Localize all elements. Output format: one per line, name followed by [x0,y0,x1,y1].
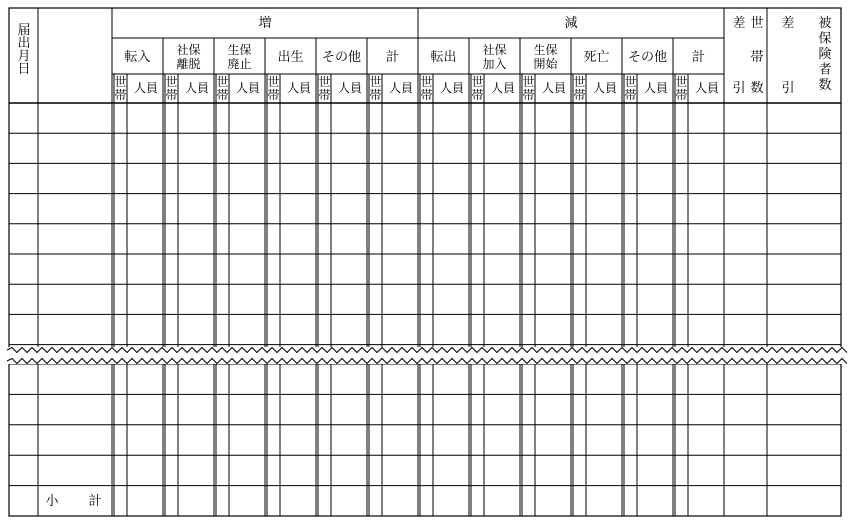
header-label: 世 [114,75,127,89]
header-label: 離脱 [176,57,201,71]
header-label: 生保 [227,43,252,57]
header-label: 計 [88,494,102,509]
header-label: 増 [258,16,272,31]
header-label: 差 [732,16,746,31]
header-label: 世 [216,75,229,89]
header-label: 世 [750,16,764,31]
header-label: 転出 [430,50,457,65]
header-label: 世 [471,75,484,89]
header-label: 険 [818,47,832,62]
header-label: 計 [691,50,706,65]
header-label: 人員 [235,81,261,95]
header-label: 差 [781,16,795,31]
header-label: 帯 [369,88,382,102]
header-label: 帯 [420,88,433,102]
header-label: 帯 [522,88,535,102]
header-label: 世 [522,75,535,89]
header-label: 帯 [216,88,229,102]
header-label: 社保 [482,43,507,57]
header-label: 人員 [643,81,669,95]
header-label: その他 [627,50,668,65]
header-label: 人員 [490,81,516,95]
header-label: 数 [818,78,832,93]
header-label: 生保 [533,43,558,57]
header-label: 人員 [388,81,414,95]
header-label: 世 [369,75,382,89]
header-label: 廃止 [227,57,252,71]
header-label: 人員 [439,81,465,95]
header-label: 日 [17,62,31,77]
header-label: 被 [818,16,832,31]
header-label: 転入 [124,50,151,65]
header-label: 世 [420,75,433,89]
header-label: 加入 [482,57,507,71]
header-label: 保 [818,31,832,47]
header-label: 人員 [133,81,159,95]
header-label: 月 [17,49,31,64]
header-label: 帯 [675,88,688,102]
header-label: 人員 [592,81,618,95]
header-label: その他 [321,50,362,65]
header-label: 世 [318,75,331,89]
header-label: 世 [573,75,586,89]
header-label: 世 [267,75,280,89]
header-label: 世 [675,75,688,89]
header-label: 引 [781,81,795,96]
header-label: 帯 [471,88,484,102]
header-label: 届 [17,23,31,38]
header-label: 開始 [533,57,558,71]
header-label: 減 [564,16,578,31]
header-label: 世 [165,75,178,89]
header-label: 帯 [624,88,637,102]
header-label: 帯 [114,88,127,102]
header-label: 死亡 [583,50,610,65]
header-label: 数 [750,81,764,96]
header-label: 人員 [694,81,720,95]
header-label: 人員 [184,81,210,95]
header-label: 帯 [267,88,280,102]
header-label: 計 [385,50,400,65]
header-label: 人員 [286,81,312,95]
header-label: 帯 [318,88,331,102]
header-label: 帯 [165,88,178,102]
header-label: 出 [17,36,31,51]
header-label: 小 [45,494,59,509]
header-label: 人員 [541,81,567,95]
header-label: 帯 [750,50,764,65]
header-label: 世 [624,75,637,89]
header-label: 社保 [176,43,201,57]
header-label: 出生 [277,50,304,65]
header-label: 引 [732,81,746,96]
header-label: 人員 [337,81,363,95]
header-label: 帯 [573,88,586,102]
header-label: 者 [818,62,832,78]
